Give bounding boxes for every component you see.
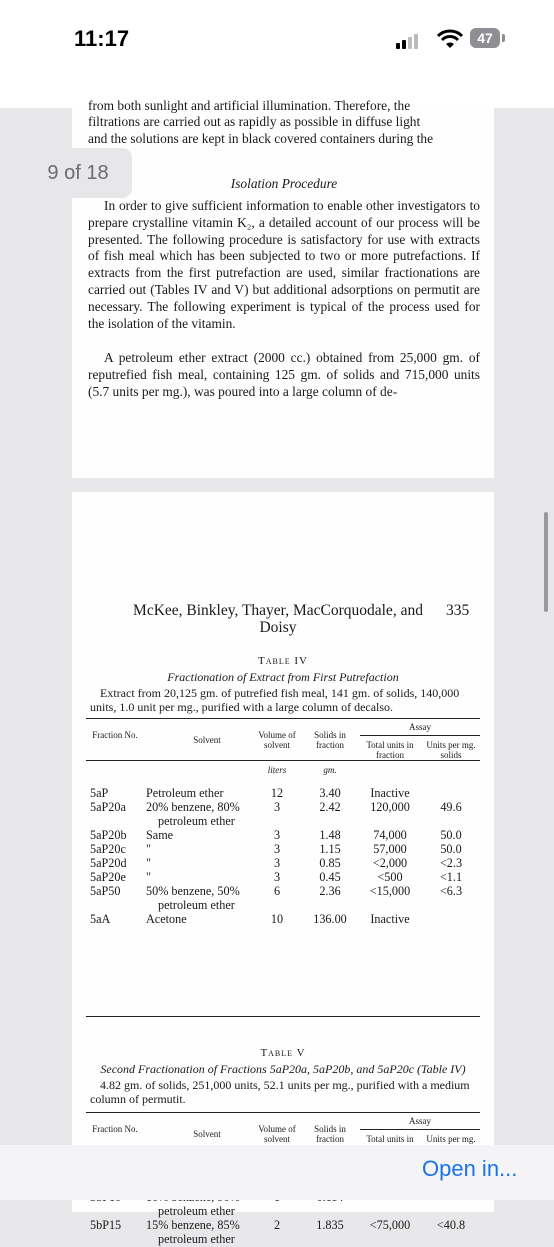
table-cell-total: <500 bbox=[377, 870, 403, 884]
table-description: 4.82 gm. of solids, 251,000 units, 52.1 units per mg., purified with a medium column of permutit. bbox=[90, 1078, 470, 1106]
table-cell-solvent: 50% benzene, 50% bbox=[146, 884, 240, 898]
table-cell-fraction: 5aP20e bbox=[90, 870, 126, 884]
battery-level: 47 bbox=[477, 30, 493, 46]
table-cell-solids: 0.85 bbox=[319, 856, 341, 870]
scrollbar[interactable] bbox=[544, 512, 548, 612]
col-header-fraction: Fraction No. bbox=[92, 1124, 138, 1134]
table-cell-total: Inactive bbox=[370, 912, 410, 926]
table-cell-solvent-cont: petroleum ether bbox=[158, 898, 235, 912]
col-header-total: Total units in fraction bbox=[366, 740, 414, 760]
battery-tip bbox=[502, 34, 505, 42]
text-line: filtrations are carried out as rapidly as possible in diffuse light bbox=[88, 114, 421, 129]
col-header-total: Total units in bbox=[366, 1134, 414, 1144]
table-title: Fractionation of Extract from First Putrefaction bbox=[167, 670, 399, 684]
table-cell-solvent: 20% benzene, 80% bbox=[146, 800, 240, 814]
table-cell-volume: 3 bbox=[273, 828, 281, 842]
text-line: and the solutions are kept in black covered containers during the bbox=[88, 131, 434, 146]
table-cell-solvent-cont: petroleum ether bbox=[158, 1204, 235, 1218]
table-cell-total: 120,000 bbox=[370, 800, 410, 814]
pdf-page-1 bbox=[72, 98, 494, 478]
col-header-assay: Assay bbox=[409, 1116, 431, 1126]
table-cell-fraction: 5aP50 bbox=[90, 884, 121, 898]
col-header-units: Units per mg. bbox=[426, 1134, 476, 1144]
table-cell-solvent: Acetone bbox=[146, 912, 187, 926]
table-rule bbox=[86, 760, 480, 761]
table-cell-solvent: Petroleum ether bbox=[146, 786, 224, 800]
table-cell-volume: 6 bbox=[273, 884, 281, 898]
status-bar bbox=[0, 0, 554, 70]
table-cell-fraction: 5aP20c bbox=[90, 842, 126, 856]
table-cell-solids: 1.15 bbox=[319, 842, 341, 856]
table-cell-solids: 3.40 bbox=[319, 786, 341, 800]
table-cell-solvent: 15% benzene, 85% bbox=[146, 1218, 240, 1232]
table-cell-solids: 2.36 bbox=[319, 884, 341, 898]
page-indicator: 9 of 18 bbox=[24, 148, 132, 198]
table-cell-volume: 3 bbox=[273, 870, 281, 884]
table-cell-units: 49.6 bbox=[440, 800, 462, 814]
pdf-page-2 bbox=[72, 492, 494, 1246]
table-cell-solids: 1.48 bbox=[319, 828, 341, 842]
wifi-icon bbox=[437, 30, 463, 50]
section-heading: Isolation Procedure bbox=[230, 176, 338, 191]
assay-rule bbox=[360, 735, 480, 736]
table-cell-volume: 3 bbox=[273, 856, 281, 870]
col-header-assay: Assay bbox=[409, 722, 431, 732]
table-cell-solvent: " bbox=[146, 856, 151, 870]
paragraph: A petroleum ether extract (2000 cc.) obtained from 25,000 gm. of reputrefied fish meal, containing 125 gm. of solids and 715,000 units (5.7 units per mg.), was poured into a large column of de- bbox=[88, 350, 480, 399]
running-head: McKee, Binkley, Thayer, MacCorquodale, and Doisy bbox=[133, 602, 423, 636]
table-rule bbox=[86, 718, 480, 719]
unit-gm: gm. bbox=[323, 765, 337, 775]
table-cell-fraction: 5bP15 bbox=[90, 1218, 122, 1232]
pdf-viewer[interactable] bbox=[0, 98, 554, 1246]
table-cell-fraction: 5aP20d bbox=[90, 856, 127, 870]
cellular-signal-icon bbox=[396, 33, 424, 49]
table-label: Table IV bbox=[258, 655, 308, 667]
table-cell-total: <2,000 bbox=[372, 856, 408, 870]
table-cell-volume: 10 bbox=[270, 912, 284, 926]
table-cell-units: <1.1 bbox=[439, 870, 463, 884]
table-cell-total: 74,000 bbox=[373, 828, 407, 842]
page-number: 335 bbox=[446, 602, 470, 619]
table-cell-units: <2.3 bbox=[439, 856, 463, 870]
col-header-volume: Volume of solvent bbox=[258, 730, 296, 750]
col-header-volume: Volume of solvent bbox=[258, 1124, 296, 1144]
battery-icon bbox=[470, 28, 500, 48]
table-cell-fraction: 5aP20a bbox=[90, 800, 126, 814]
table-cell-fraction: 5aP20b bbox=[90, 828, 127, 842]
table-cell-solids: 136.00 bbox=[313, 912, 347, 926]
col-header-solids: Solids in fraction bbox=[314, 1124, 346, 1144]
assay-rule bbox=[360, 1129, 480, 1130]
table-cell-fraction: 5aA bbox=[90, 912, 111, 926]
table-cell-units: <40.8 bbox=[436, 1218, 466, 1232]
status-time: 11:17 bbox=[74, 26, 130, 51]
table-rule bbox=[86, 1016, 480, 1017]
table-title: Second Fractionation of Fractions 5aP20a, 5aP20b, and 5aP20c (Table IV) bbox=[100, 1062, 466, 1076]
table-description: Extract from 20,125 gm. of putrefied fish meal, 141 gm. of solids, 140,000 units, 1.0 unit per mg., purified with a large column of decalso. bbox=[90, 686, 460, 714]
table-cell-units: <6.3 bbox=[439, 884, 463, 898]
table-cell-volume: 3 bbox=[273, 800, 281, 814]
table-cell-solids: 2.42 bbox=[319, 800, 341, 814]
table-cell-solvent: " bbox=[146, 842, 151, 856]
table-cell-volume: 2 bbox=[273, 1218, 281, 1232]
table-cell-solvent: " bbox=[146, 870, 151, 884]
table-cell-units: 50.0 bbox=[440, 828, 462, 842]
col-header-solids: Solids in fraction bbox=[314, 730, 346, 750]
cut-off-line: from both sunlight and artificial illumination. Therefore, the bbox=[88, 98, 411, 113]
table-cell-total: Inactive bbox=[370, 786, 410, 800]
table-cell-solids: 0.45 bbox=[319, 870, 341, 884]
table-cell-total: <75,000 bbox=[369, 1218, 411, 1232]
open-in-button[interactable]: Open in... bbox=[422, 1156, 518, 1181]
table-cell-solvent-cont: petroleum ether bbox=[158, 814, 235, 828]
table-cell-total: 57,000 bbox=[373, 842, 407, 856]
text-line bbox=[88, 148, 480, 165]
table-cell-fraction: 5aP bbox=[90, 786, 109, 800]
table-label: Table V bbox=[260, 1047, 306, 1059]
unit-liters: liters bbox=[267, 765, 287, 775]
table-cell-solids: 1.835 bbox=[316, 1218, 344, 1232]
table-cell-solvent: Same bbox=[146, 828, 174, 842]
paragraph: In order to give sufficient information to enable other investigators to prepare crystalline vitamin K₂, a detailed account of our process will be presented. The following procedure is satisfactory for use with extracts of fish meal which has been subjected to two or more putrefactions. If extracts from the first putrefaction are used, similar fractionations are carried out (Tables IV and V) but additional adsorptions on permutit are necessary. The following experiment is typical of the process used for the isolation of the vitamin. bbox=[88, 198, 480, 331]
table-cell-volume: 12 bbox=[270, 786, 284, 800]
col-header-solvent: Solvent bbox=[193, 735, 221, 745]
table-cell-units: 50.0 bbox=[440, 842, 462, 856]
col-header-fraction: Fraction No. bbox=[92, 730, 138, 740]
table-cell-total: <15,000 bbox=[369, 884, 411, 898]
col-header-solvent: Solvent bbox=[193, 1129, 221, 1139]
table-rule bbox=[86, 1112, 480, 1113]
table-cell-volume: 3 bbox=[273, 842, 281, 856]
col-header-units: Units per mg. solids bbox=[426, 740, 476, 760]
table-cell-solvent-cont: petroleum ether bbox=[158, 1232, 235, 1246]
